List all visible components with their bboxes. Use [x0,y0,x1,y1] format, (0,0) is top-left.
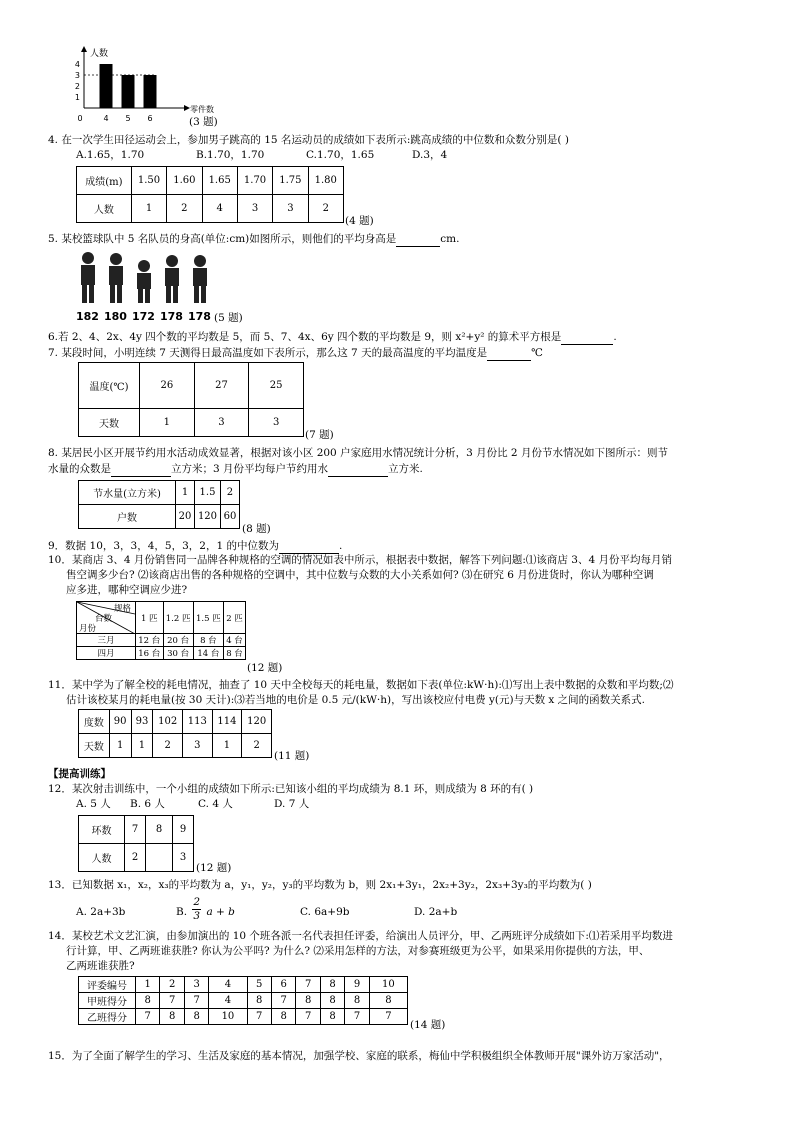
q12-tag: (12 题) [196,862,232,874]
table-cell: 4 [202,195,237,223]
q7-answer-blank[interactable] [487,345,531,361]
q14-line3: 乙两班谁获胜? [66,960,135,972]
table-cell: 120 [195,505,221,529]
table-cell: 2 [153,734,183,758]
q13-option-a[interactable]: A. 2a+3b [76,906,126,918]
q13-option-b[interactable] [176,896,235,923]
table-cell: 102 [153,710,183,734]
table-cell: 2 [167,195,202,223]
table-cell: 1.5 [195,481,221,505]
q10-table [76,601,246,660]
player-3 [137,260,151,303]
q7-table [78,362,304,437]
table-cell: 14 台 [193,647,223,660]
table-cell: 4 [209,977,247,993]
table-cell: 环数 [79,816,125,844]
x-axis-label: 零件数 [190,105,214,114]
q4-option-d[interactable]: D.3，4 [412,149,448,161]
q14-text [48,929,748,974]
q15-text: 15．为了全面了解学生的学习、生活及家庭的基本情况，加强学校、家庭的联系，梅仙中学积极组织全体教师开展"课外访万家活动"， [48,1050,670,1062]
q9-text [48,538,748,554]
table-cell: 2 [125,844,146,872]
table-cell: 1.75 [273,167,308,195]
table-cell: 7 [271,993,295,1009]
q8-table [78,480,240,529]
q5-tag: (5 题) [214,312,243,324]
q9-text-a: 9．数据 10，3，3，4，5，3，2，1 的中位数为 [48,540,279,552]
q14-line1: 14．某校艺术文艺汇演，由参加演出的 10 个班各派一名代表担任评委，给演出人员评分，甲、乙两班评分成绩如下:⑴若采用平均数进 [48,930,673,942]
height-label: 178 [160,310,183,323]
table-cell: 4 台 [224,634,246,647]
table-cell: 8 [296,993,320,1009]
table-cell: 9 [345,977,369,993]
table-cell: 9 [173,816,194,844]
q11-tag: (11 题) [274,750,310,762]
q7-text-a: 7. 某段时间，小明连续 7 天测得日最高温度如下表所示，那么这 7 天的最高温度的平均温度是 [48,347,488,359]
table-cell: 8 [160,1009,184,1025]
q8-blank-1[interactable] [111,461,171,477]
y-axis-arrow [81,46,87,52]
players-illustration [74,248,224,308]
q6-answer-blank[interactable] [561,329,613,345]
q14-table [78,976,408,1025]
section-heading: 【提高训练】 [48,768,111,780]
q12-options [76,797,309,812]
table-cell: 三月 [77,634,136,647]
table-cell: 8 [369,993,407,1009]
q8-tag: (8 题) [242,523,271,535]
q7-text-b: ℃ [531,347,543,359]
table-cell: 7 [160,993,184,1009]
table-cell: 2 [220,481,239,505]
height-label: 172 [132,310,155,323]
x-tick-label: 4 [103,114,109,123]
q5-text-b: cm. [440,233,460,245]
table-cell: 天数 [79,734,110,758]
table-cell: 1 匹 [136,602,164,634]
q4-text: 4. 在一次学生田径运动会上，参加男子跳高的 15 名运动员的成绩如下表所示:跳高成绩的中位数和众数分别是( ) [48,134,569,146]
q14-line2: 行计算，甲、乙两班谁获胜? 你认为公平吗? 为什么? ⑵采用怎样的方法，对参赛班级更为公平，如果采用你提供的方法，甲、 [66,945,650,957]
table-cell: 120 [242,710,272,734]
height-label: 182 [76,310,99,323]
table-cell: 1 [212,734,242,758]
table-cell: 3 [237,195,272,223]
q4-option-b[interactable]: B.1.70，1.70 [196,149,265,161]
player-1 [81,252,95,303]
table-cell: 度数 [79,710,110,734]
table-cell: 1.50 [131,167,166,195]
table-cell: 6 [271,977,295,993]
table-cell: 人数 [77,195,132,223]
table-cell: 30 台 [163,647,193,660]
table-cell: 8 [345,993,369,1009]
table-cell: 人数 [79,844,125,872]
q13-text: 13．已知数据 x₁，x₂，x₃的平均数为 a，y₁，y₂，y₃的平均数为 b，则 2x₁+3y₁，2x₂+3y₂，2x₃+3y₃的平均数为( ) [48,879,592,891]
table-cell: 27 [194,363,249,409]
q11-line1: 11．某中学为了解全校的耗电情况，抽查了 10 天中全校每天的耗电量，数据如下表(单位:kW·h):⑴写出上表中数据的众数和平均数;⑵ [48,679,674,691]
q9-answer-blank[interactable] [279,538,339,554]
table-cell: 10 [369,977,407,993]
fraction-numerator: 2 [193,896,201,908]
table-cell: 113 [183,710,213,734]
q4-table [76,166,344,223]
table-cell: 90 [109,710,131,734]
table-cell: 93 [131,710,153,734]
table-cell: 7 [296,977,320,993]
table-cell: 3 [249,409,304,437]
table-cell: 节水量(立方米) [79,481,176,505]
table-cell: 8 台 [224,647,246,660]
table-cell: 7 [184,993,208,1009]
table-cell: 温度(℃) [79,363,140,409]
table-cell: 3 [194,409,249,437]
bar-6 [144,75,157,108]
table-cell: 2 [160,977,184,993]
q5-text-a: 5. 某校篮球队中 5 名队员的身高(单位:cm)如图所示，则他们的平均身高是 [48,233,397,245]
table-cell: 1.5 匹 [193,602,223,634]
q14-tag: (14 题) [410,1019,446,1031]
q8-line2-a: 水量的众数是 [48,463,111,475]
q6-text [48,329,748,345]
table-cell: 1.80 [308,167,343,195]
table-cell: 60 [220,505,239,529]
table-cell: 成绩(m) [77,167,132,195]
table-cell: 7 [345,1009,369,1025]
table-cell: 3 [183,734,213,758]
table-cell: 20 台 [163,634,193,647]
table-cell: 1 [131,734,153,758]
x-tick-label: 6 [147,114,153,123]
q12-option-d[interactable]: D. 7 人 [274,798,310,810]
table-cell: 四月 [77,647,136,660]
q5-text [48,231,748,247]
player-5 [193,255,207,303]
table-cell: 8 [146,816,173,844]
table-cell: 8 [320,1009,344,1025]
table-cell: 8 [136,993,160,1009]
table-cell: 16 台 [136,647,164,660]
table-cell: 1.65 [202,167,237,195]
table-cell: 2 [308,195,343,223]
y-tick-label: 3 [74,71,80,80]
q10-line2: 售空调多少台? ⑵该商店出售的各种规格的空调中，其中位数与众数的大小关系如何? ⑶在研究 6 月份进货时，你认为哪种空调 [66,569,654,581]
table-corner [77,602,136,634]
table-cell: 1 [109,734,131,758]
table-cell: 户数 [79,505,176,529]
y-tick-label: 2 [74,82,80,91]
q4-tag: (4 题) [345,215,374,227]
height-label: 180 [104,310,127,323]
q4-option-a[interactable]: A.1.65，1.70 [76,149,145,161]
table-cell: 7 [369,1009,407,1025]
q6-text-a: 6.若 2、4、2x、4y 四个数的平均数是 5，而 5、7、4x、6y 四个数的平均数是 9，则 x²+y² 的算术平方根是 [48,331,562,343]
q12-option-b[interactable]: B. 6 人 [130,798,165,810]
table-cell: 8 [320,993,344,1009]
table-cell: 甲班得分 [79,993,136,1009]
table-cell: 评委编号 [79,977,136,993]
q12-option-a[interactable]: A. 5 人 [76,798,111,810]
table-cell: 天数 [79,409,140,437]
q8-text [48,446,748,477]
corner-label-a: 规格 [113,604,131,614]
corner-label-b: 台数 [95,614,113,624]
table-cell: 3 [173,844,194,872]
table-cell: 3 [184,977,208,993]
table-cell: 2 匹 [224,602,246,634]
player-2 [109,253,123,303]
q5-answer-blank[interactable] [396,231,440,247]
q10-line1: 10．某商店 3、4 月份销售同一品牌各种规格的空调的情况如表中所示，根据表中数据，解答下列问题:⑴该商店 3、4 月份平均每月销 [48,554,672,566]
table-cell: 7 [125,816,146,844]
y-tick-label: 4 [74,60,80,69]
table-cell: 8 [247,993,271,1009]
table-cell: 12 台 [136,634,164,647]
table-cell: 1 [136,977,160,993]
x-origin-label: 0 [77,114,83,123]
q12-text: 12．某次射击训练中，一个小组的成绩如下所示:已知该小组的平均成绩为 8.1 环，则成绩为 8 环的有( ) [48,783,534,795]
table-cell: 1.70 [237,167,272,195]
q13-option-b-prefix: B. [176,906,188,918]
table-cell: 7 [247,1009,271,1025]
x-tick-label: 5 [125,114,131,123]
y-tick-label: 1 [74,93,80,102]
table-cell: 5 [247,977,271,993]
q13-option-b-rest: a + b [206,906,235,918]
table-cell: 114 [212,710,242,734]
table-cell: 7 [136,1009,160,1025]
q11-text [48,678,748,708]
q12-table [78,815,194,872]
q8-blank-2[interactable] [328,461,388,477]
table-cell: 2 [242,734,272,758]
q8-line2-b: 立方米；3 月份平均每户节约用水 [171,463,329,475]
table-cell: 8 台 [193,634,223,647]
player-4 [165,255,179,303]
table-cell: 25 [249,363,304,409]
table-cell: 8 [320,977,344,993]
table-cell: 26 [140,363,195,409]
fraction-denominator: 3 [193,910,201,922]
y-axis-label: 人数 [90,49,109,59]
table-cell: 1 [131,195,166,223]
table-cell: 1.2 匹 [163,602,193,634]
table-cell: 4 [209,993,247,1009]
q3-tag: (3 题) [189,116,218,128]
q8-line2-c: 立方米. [388,463,423,475]
q5-figure [74,248,224,326]
table-cell[interactable] [146,844,173,872]
height-label: 178 [188,310,211,323]
q8-line1: 8. 某居民小区开展节约用水活动成效显著，根据对该小区 200 户家庭用水情况统计分析，3 月份比 2 月份节水情况如下图所示：则节 [48,447,668,459]
table-cell: 8 [271,1009,295,1025]
q7-text [48,345,748,361]
q11-line2: 估计该校某月的耗电量(按 30 天计):⑶若当地的电价是 0.5 元/(kW·h)，写出该校应付电费 y(元)与天数 x 之间的函数关系式. [66,694,646,706]
q13-option-d[interactable]: D. 2a+b [414,906,458,918]
bar-4 [100,64,113,108]
q12-option-c[interactable]: C. 4 人 [198,798,233,810]
q9-text-b: . [338,540,343,552]
table-cell: 8 [184,1009,208,1025]
table-cell: 7 [296,1009,320,1025]
corner-label-c: 月份 [79,624,97,634]
q10-tag: (12 题) [247,662,283,674]
table-cell: 乙班得分 [79,1009,136,1025]
q4-options [76,148,447,163]
table-cell: 1 [140,409,195,437]
table-cell: 20 [176,505,195,529]
q7-tag: (7 题) [305,429,334,441]
table-cell: 1.60 [167,167,202,195]
q11-table [78,709,272,758]
table-cell: 10 [209,1009,247,1025]
q6-text-b: . [613,331,617,343]
bar-5 [122,75,135,108]
table-cell: 1 [176,481,195,505]
table-cell: 3 [273,195,308,223]
q4-option-c[interactable]: C.1.70，1.65 [306,149,375,161]
q10-text [48,553,748,598]
q10-line3: 应多进，哪种空调应少进? [66,584,188,596]
q13-option-c[interactable]: C. 6a+9b [300,906,350,918]
